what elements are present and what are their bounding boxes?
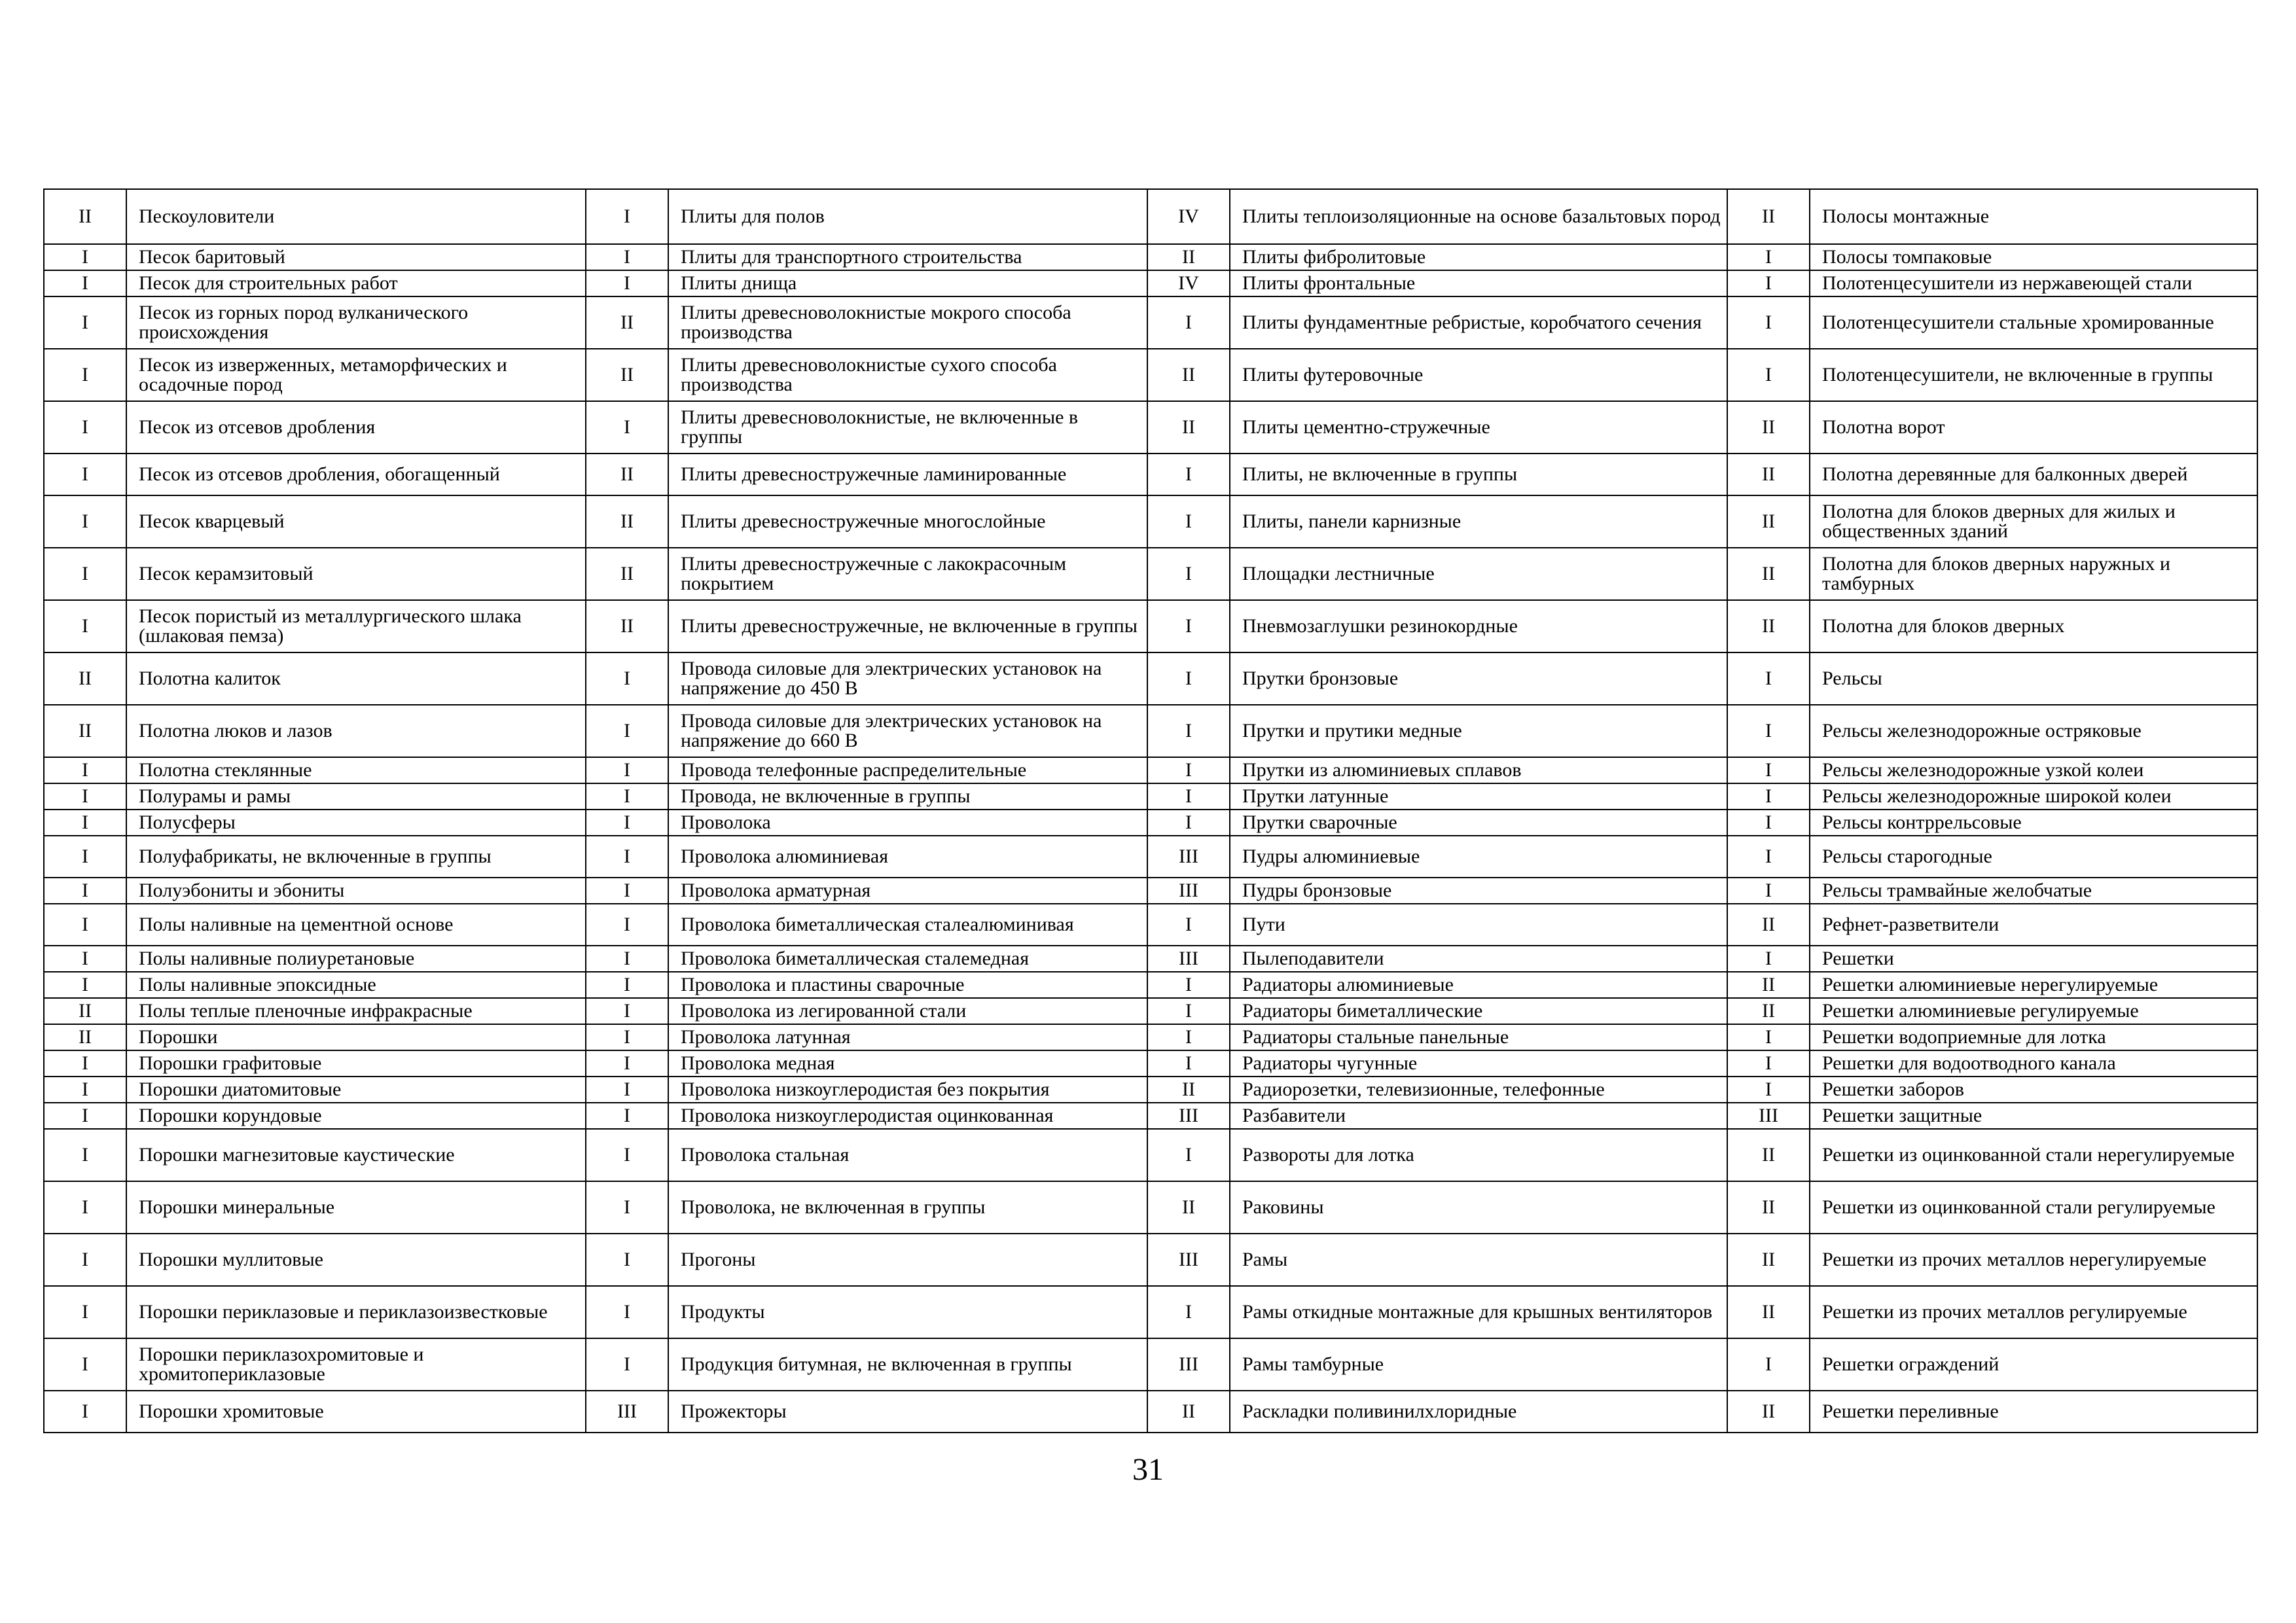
group-cell: II — [586, 600, 668, 652]
product-name-cell: Порошки периклазовые и периклазоизвестковые — [126, 1286, 586, 1338]
product-name-cell: Порошки диатомитовые — [126, 1077, 586, 1103]
group-cell: I — [1727, 783, 1810, 810]
product-name-cell: Решетки переливные — [1810, 1391, 2257, 1433]
product-name-cell: Рельсы железнодорожные остряковые — [1810, 705, 2257, 757]
group-cell: I — [1727, 946, 1810, 972]
product-name-cell: Решетки для водоотводного канала — [1810, 1050, 2257, 1077]
table-row — [44, 270, 2257, 296]
group-cell: I — [44, 783, 126, 810]
product-name-cell: Прутки сварочные — [1230, 810, 1727, 836]
table-row — [44, 705, 2257, 757]
product-name-cell: Песок пористый из металлургического шлака (шлаковая пемза) — [126, 600, 586, 652]
group-cell: III — [1147, 1338, 1230, 1391]
product-name-cell: Проволока, не включенная в группы — [668, 1181, 1147, 1234]
group-cell: I — [1727, 244, 1810, 270]
table-row — [44, 1050, 2257, 1077]
group-cell: I — [586, 401, 668, 454]
product-name-cell: Пудры алюминиевые — [1230, 836, 1727, 878]
product-name-cell: Раковины — [1230, 1181, 1727, 1234]
product-name-cell: Плиты для полов — [668, 189, 1147, 244]
product-name-cell: Провода телефонные распределительные — [668, 757, 1147, 783]
product-name-cell: Рамы тамбурные — [1230, 1338, 1727, 1391]
product-name-cell: Решетки заборов — [1810, 1077, 2257, 1103]
product-name-cell: Плиты древесностружечные, не включенные в группы — [668, 600, 1147, 652]
product-name-cell: Рельсы — [1810, 652, 2257, 705]
group-cell: I — [586, 810, 668, 836]
group-cell: I — [586, 757, 668, 783]
group-cell: I — [1727, 652, 1810, 705]
product-name-cell: Продукты — [668, 1286, 1147, 1338]
table-row — [44, 495, 2257, 548]
product-name-cell: Рельсы старогодные — [1810, 836, 2257, 878]
product-name-cell: Порошки магнезитовые каустические — [126, 1129, 586, 1181]
group-cell: III — [1147, 1234, 1230, 1286]
group-cell: I — [44, 1234, 126, 1286]
product-name-cell: Порошки — [126, 1024, 586, 1050]
group-cell: I — [586, 244, 668, 270]
group-cell: I — [44, 548, 126, 600]
group-cell: I — [44, 757, 126, 783]
product-name-cell: Провода силовые для электрических установок на напряжение до 450 В — [668, 652, 1147, 705]
product-name-cell: Песок для строительных работ — [126, 270, 586, 296]
group-cell: III — [1727, 1103, 1810, 1129]
product-name-cell: Прутки из алюминиевых сплавов — [1230, 757, 1727, 783]
group-cell: I — [1727, 1338, 1810, 1391]
product-name-cell: Радиаторы алюминиевые — [1230, 972, 1727, 998]
product-name-cell: Пути — [1230, 904, 1727, 946]
product-name-cell: Разбавители — [1230, 1103, 1727, 1129]
product-name-cell: Полотна для блоков дверных для жилых и общественных зданий — [1810, 495, 2257, 548]
group-cell: I — [44, 946, 126, 972]
group-cell: I — [1147, 296, 1230, 349]
group-cell: I — [44, 1077, 126, 1103]
group-cell: II — [586, 296, 668, 349]
group-cell: II — [1727, 1129, 1810, 1181]
group-cell: I — [44, 1181, 126, 1234]
group-cell: II — [1727, 401, 1810, 454]
product-name-cell: Рамы — [1230, 1234, 1727, 1286]
group-cell: II — [1147, 1181, 1230, 1234]
group-cell: I — [44, 454, 126, 495]
table-row — [44, 810, 2257, 836]
group-cell: II — [1727, 548, 1810, 600]
table-row — [44, 1129, 2257, 1181]
group-cell: II — [1147, 349, 1230, 401]
group-cell: II — [44, 1024, 126, 1050]
group-cell: I — [586, 904, 668, 946]
group-cell: I — [44, 836, 126, 878]
product-name-cell: Проволока низкоуглеродистая без покрытия — [668, 1077, 1147, 1103]
group-cell: III — [1147, 946, 1230, 972]
group-cell: II — [1727, 1181, 1810, 1234]
group-cell: I — [586, 189, 668, 244]
table-row — [44, 946, 2257, 972]
product-name-cell: Песок из отсевов дробления, обогащенный — [126, 454, 586, 495]
product-name-cell: Пудры бронзовые — [1230, 878, 1727, 904]
group-cell: I — [44, 810, 126, 836]
product-name-cell: Плиты теплоизоляционные на основе базальтовых пород — [1230, 189, 1727, 244]
table-row — [44, 1338, 2257, 1391]
product-name-cell: Радиаторы стальные панельные — [1230, 1024, 1727, 1050]
group-cell: I — [1727, 296, 1810, 349]
table-row — [44, 878, 2257, 904]
table-row — [44, 652, 2257, 705]
group-cell: I — [586, 1286, 668, 1338]
product-name-cell: Решетки водоприемные для лотка — [1810, 1024, 2257, 1050]
group-cell: I — [1727, 349, 1810, 401]
product-name-cell: Развороты для лотка — [1230, 1129, 1727, 1181]
group-cell: II — [44, 652, 126, 705]
table-row — [44, 1024, 2257, 1050]
table-row — [44, 296, 2257, 349]
group-cell: I — [586, 1024, 668, 1050]
product-name-cell: Проволока биметаллическая сталемедная — [668, 946, 1147, 972]
product-name-cell: Решетки из прочих металлов регулируемые — [1810, 1286, 2257, 1338]
product-name-cell: Полотна для блоков дверных — [1810, 600, 2257, 652]
group-cell: I — [586, 783, 668, 810]
product-name-cell: Порошки периклазохромитовые и хромитопериклазовые — [126, 1338, 586, 1391]
group-cell: I — [1147, 454, 1230, 495]
table-row — [44, 757, 2257, 783]
group-cell: II — [586, 454, 668, 495]
product-name-cell: Полотна деревянные для балконных дверей — [1810, 454, 2257, 495]
product-name-cell: Решетки алюминиевые нерегулируемые — [1810, 972, 2257, 998]
product-name-cell: Плиты древесностружечные многослойные — [668, 495, 1147, 548]
product-name-cell: Плиты древесноволокнистые мокрого способа производства — [668, 296, 1147, 349]
product-name-cell: Рельсы трамвайные желобчатые — [1810, 878, 2257, 904]
group-cell: II — [1727, 1286, 1810, 1338]
group-cell: I — [586, 1181, 668, 1234]
product-name-cell: Песок керамзитовый — [126, 548, 586, 600]
product-name-cell: Прогоны — [668, 1234, 1147, 1286]
table-row — [44, 189, 2257, 244]
group-cell: II — [1147, 401, 1230, 454]
product-name-cell: Полотна для блоков дверных наружных и тамбурных — [1810, 548, 2257, 600]
product-name-cell: Проволока стальная — [668, 1129, 1147, 1181]
product-name-cell: Прутки бронзовые — [1230, 652, 1727, 705]
product-name-cell: Полотенцесушители, не включенные в группы — [1810, 349, 2257, 401]
group-cell: I — [1727, 1050, 1810, 1077]
group-cell: II — [1727, 600, 1810, 652]
table-row — [44, 1391, 2257, 1433]
table-row — [44, 972, 2257, 998]
product-name-cell: Проволока — [668, 810, 1147, 836]
product-name-cell: Полотна стеклянные — [126, 757, 586, 783]
group-cell: I — [586, 972, 668, 998]
product-name-cell: Плиты, не включенные в группы — [1230, 454, 1727, 495]
group-cell: I — [1727, 878, 1810, 904]
product-name-cell: Песок из изверженных, метаморфических и осадочные пород — [126, 349, 586, 401]
product-name-cell: Порошки минеральные — [126, 1181, 586, 1234]
group-cell: I — [44, 296, 126, 349]
product-name-cell: Решетки из оцинкованной стали нерегулируемые — [1810, 1129, 2257, 1181]
group-cell: I — [44, 904, 126, 946]
product-name-cell: Раскладки поливинилхлоридные — [1230, 1391, 1727, 1433]
group-cell: III — [586, 1391, 668, 1433]
group-cell: I — [1147, 652, 1230, 705]
product-name-cell: Проволока и пластины сварочные — [668, 972, 1147, 998]
table-row — [44, 1234, 2257, 1286]
group-cell: I — [1727, 1077, 1810, 1103]
group-cell: I — [1147, 757, 1230, 783]
group-cell: II — [1727, 454, 1810, 495]
group-cell: I — [44, 1103, 126, 1129]
group-cell: I — [1727, 270, 1810, 296]
product-name-cell: Полосы томпаковые — [1810, 244, 2257, 270]
table-row — [44, 904, 2257, 946]
group-cell: I — [586, 998, 668, 1024]
group-cell: II — [44, 998, 126, 1024]
group-cell: II — [1147, 1391, 1230, 1433]
group-cell: IV — [1147, 189, 1230, 244]
table-row — [44, 454, 2257, 495]
product-name-cell: Проволока низкоуглеродистая оцинкованная — [668, 1103, 1147, 1129]
group-cell: I — [1147, 1286, 1230, 1338]
product-name-cell: Плиты фундаментные ребристые, коробчатого сечения — [1230, 296, 1727, 349]
table-row — [44, 1077, 2257, 1103]
group-cell: I — [1147, 548, 1230, 600]
product-name-cell: Плиты древесноволокнистые сухого способа производства — [668, 349, 1147, 401]
product-name-cell: Полы теплые пленочные инфракрасные — [126, 998, 586, 1024]
group-cell: II — [1727, 189, 1810, 244]
product-name-cell: Песок из горных пород вулканического происхождения — [126, 296, 586, 349]
product-name-cell: Плиты древесноволокнистые, не включенные в группы — [668, 401, 1147, 454]
group-cell: III — [1147, 1103, 1230, 1129]
product-name-cell: Прожекторы — [668, 1391, 1147, 1433]
product-name-cell: Порошки графитовые — [126, 1050, 586, 1077]
group-cell: II — [44, 189, 126, 244]
product-name-cell: Провода, не включенные в группы — [668, 783, 1147, 810]
product-name-cell: Песок кварцевый — [126, 495, 586, 548]
product-name-cell: Решетки из оцинкованной стали регулируемые — [1810, 1181, 2257, 1234]
product-name-cell: Порошки муллитовые — [126, 1234, 586, 1286]
group-cell: I — [44, 1050, 126, 1077]
product-name-cell: Песок баритовый — [126, 244, 586, 270]
product-name-cell: Полотна калиток — [126, 652, 586, 705]
classification-table — [43, 188, 2258, 1433]
product-name-cell: Проволока арматурная — [668, 878, 1147, 904]
product-name-cell: Рамы откидные монтажные для крышных вентиляторов — [1230, 1286, 1727, 1338]
product-name-cell: Рельсы железнодорожные широкой колеи — [1810, 783, 2257, 810]
group-cell: I — [586, 878, 668, 904]
group-cell: I — [44, 1391, 126, 1433]
product-name-cell: Плиты для транспортного строительства — [668, 244, 1147, 270]
group-cell: I — [586, 1077, 668, 1103]
product-name-cell: Полотна люков и лазов — [126, 705, 586, 757]
table-row — [44, 244, 2257, 270]
product-name-cell: Полотенцесушители из нержавеющей стали — [1810, 270, 2257, 296]
product-name-cell: Плиты футеровочные — [1230, 349, 1727, 401]
table-row — [44, 349, 2257, 401]
group-cell: I — [586, 1129, 668, 1181]
product-name-cell: Полосы монтажные — [1810, 189, 2257, 244]
table-row — [44, 1103, 2257, 1129]
product-name-cell: Площадки лестничные — [1230, 548, 1727, 600]
group-cell: I — [1147, 904, 1230, 946]
product-name-cell: Полы наливные эпоксидные — [126, 972, 586, 998]
group-cell: I — [1147, 1129, 1230, 1181]
group-cell: I — [44, 495, 126, 548]
group-cell: II — [1727, 495, 1810, 548]
group-cell: I — [1147, 810, 1230, 836]
product-name-cell: Решетки — [1810, 946, 2257, 972]
product-name-cell: Полуэбониты и эбониты — [126, 878, 586, 904]
product-name-cell: Прутки и прутики медные — [1230, 705, 1727, 757]
product-name-cell: Решетки из прочих металлов нерегулируемые — [1810, 1234, 2257, 1286]
product-name-cell: Продукция битумная, не включенная в группы — [668, 1338, 1147, 1391]
product-name-cell: Плиты древесностружечные ламинированные — [668, 454, 1147, 495]
table-row — [44, 836, 2257, 878]
group-cell: I — [1147, 998, 1230, 1024]
group-cell: I — [44, 1286, 126, 1338]
group-cell: I — [44, 349, 126, 401]
product-name-cell: Проволока латунная — [668, 1024, 1147, 1050]
product-name-cell: Радиорозетки, телевизионные, телефонные — [1230, 1077, 1727, 1103]
group-cell: I — [586, 1103, 668, 1129]
product-name-cell: Плиты днища — [668, 270, 1147, 296]
group-cell: II — [1147, 1077, 1230, 1103]
product-name-cell: Решетки защитные — [1810, 1103, 2257, 1129]
group-cell: II — [1727, 998, 1810, 1024]
group-cell: II — [44, 705, 126, 757]
group-cell: I — [586, 1338, 668, 1391]
product-name-cell: Песок из отсевов дробления — [126, 401, 586, 454]
product-name-cell: Рельсы контррельсовые — [1810, 810, 2257, 836]
group-cell: I — [1147, 705, 1230, 757]
group-cell: II — [1147, 244, 1230, 270]
group-cell: I — [586, 946, 668, 972]
page-number: 31 — [1132, 1452, 1164, 1487]
table-row — [44, 998, 2257, 1024]
group-cell: I — [44, 600, 126, 652]
group-cell: II — [1727, 1391, 1810, 1433]
table-row — [44, 401, 2257, 454]
product-name-cell: Плиты фибролитовые — [1230, 244, 1727, 270]
group-cell: I — [1727, 705, 1810, 757]
group-cell: I — [44, 1338, 126, 1391]
product-name-cell: Полуфабрикаты, не включенные в группы — [126, 836, 586, 878]
table-row — [44, 1286, 2257, 1338]
group-cell: I — [1147, 1024, 1230, 1050]
product-name-cell: Полурамы и рамы — [126, 783, 586, 810]
group-cell: II — [586, 495, 668, 548]
product-name-cell: Проволока биметаллическая сталеалюминивая — [668, 904, 1147, 946]
product-name-cell: Решетки алюминиевые регулируемые — [1810, 998, 2257, 1024]
group-cell: I — [1727, 757, 1810, 783]
product-name-cell: Проволока алюминиевая — [668, 836, 1147, 878]
group-cell: III — [1147, 836, 1230, 878]
group-cell: I — [1727, 1024, 1810, 1050]
product-name-cell: Полотенцесушители стальные хромированные — [1810, 296, 2257, 349]
group-cell: I — [1147, 1050, 1230, 1077]
group-cell: III — [1147, 878, 1230, 904]
product-name-cell: Порошки хромитовые — [126, 1391, 586, 1433]
group-cell: II — [1727, 1234, 1810, 1286]
group-cell: I — [586, 1234, 668, 1286]
product-name-cell: Пылеподавители — [1230, 946, 1727, 972]
table-row — [44, 600, 2257, 652]
product-name-cell: Пескоуловители — [126, 189, 586, 244]
group-cell: I — [586, 270, 668, 296]
product-name-cell: Полы наливные полиуретановые — [126, 946, 586, 972]
group-cell: I — [44, 401, 126, 454]
product-name-cell: Провода силовые для электрических установок на напряжение до 660 В — [668, 705, 1147, 757]
product-name-cell: Полотна ворот — [1810, 401, 2257, 454]
table-row — [44, 783, 2257, 810]
group-cell: I — [1147, 972, 1230, 998]
group-cell: I — [1147, 600, 1230, 652]
group-cell: I — [1727, 836, 1810, 878]
group-cell: I — [44, 878, 126, 904]
product-name-cell: Рельсы железнодорожные узкой колеи — [1810, 757, 2257, 783]
group-cell: I — [1147, 495, 1230, 548]
product-name-cell: Рефнет-разветвители — [1810, 904, 2257, 946]
group-cell: I — [44, 244, 126, 270]
table-body — [44, 189, 2257, 1433]
product-name-cell: Проволока из легированной стали — [668, 998, 1147, 1024]
group-cell: I — [44, 270, 126, 296]
product-name-cell: Радиаторы биметаллические — [1230, 998, 1727, 1024]
group-cell: I — [586, 1050, 668, 1077]
product-name-cell: Пневмозаглушки резинокордные — [1230, 600, 1727, 652]
table-row — [44, 1181, 2257, 1234]
product-name-cell: Радиаторы чугунные — [1230, 1050, 1727, 1077]
table-row — [44, 548, 2257, 600]
product-name-cell: Прутки латунные — [1230, 783, 1727, 810]
product-name-cell: Плиты, панели карнизные — [1230, 495, 1727, 548]
group-cell: IV — [1147, 270, 1230, 296]
group-cell: I — [586, 836, 668, 878]
group-cell: I — [586, 705, 668, 757]
group-cell: II — [1727, 972, 1810, 998]
product-name-cell: Порошки корундовые — [126, 1103, 586, 1129]
product-name-cell: Решетки ограждений — [1810, 1338, 2257, 1391]
group-cell: II — [586, 548, 668, 600]
product-name-cell: Плиты фронтальные — [1230, 270, 1727, 296]
product-name-cell: Плиты древесностружечные с лакокрасочным покрытием — [668, 548, 1147, 600]
group-cell: I — [44, 1129, 126, 1181]
group-cell: I — [1727, 810, 1810, 836]
group-cell: I — [44, 972, 126, 998]
product-name-cell: Проволока медная — [668, 1050, 1147, 1077]
group-cell: I — [1147, 783, 1230, 810]
product-name-cell: Полы наливные на цементной основе — [126, 904, 586, 946]
product-name-cell: Полусферы — [126, 810, 586, 836]
group-cell: II — [586, 349, 668, 401]
group-cell: II — [1727, 904, 1810, 946]
product-name-cell: Плиты цементно-стружечные — [1230, 401, 1727, 454]
group-cell: I — [586, 652, 668, 705]
